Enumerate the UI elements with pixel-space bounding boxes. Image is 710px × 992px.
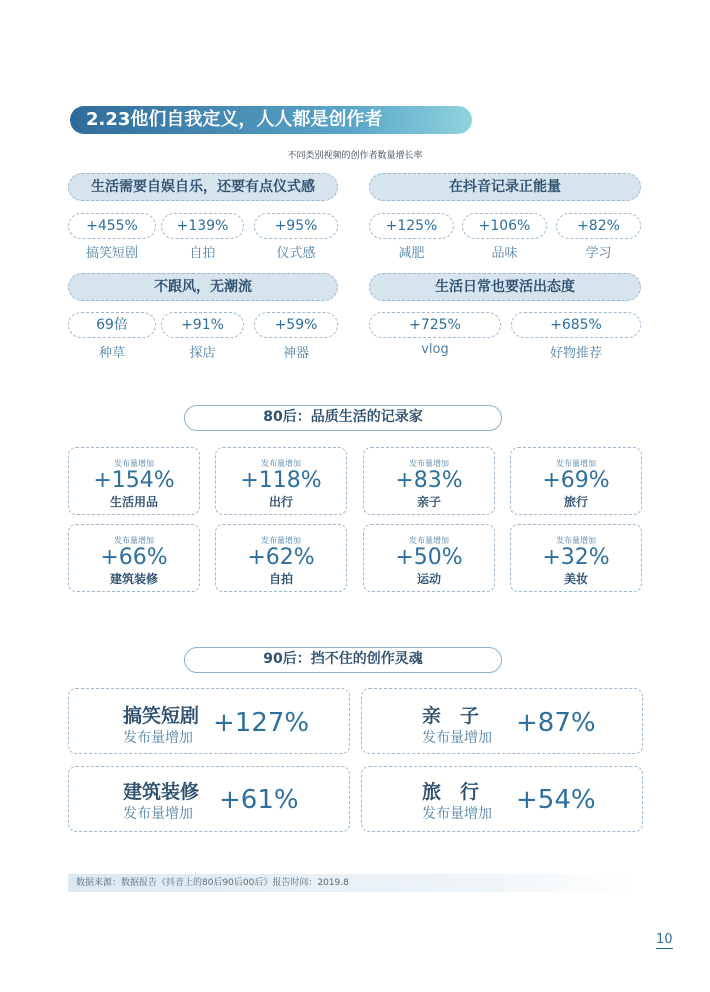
stat-value: +455% — [68, 213, 156, 239]
card-label: 旅行 — [563, 495, 588, 509]
card-value: +66% — [100, 545, 168, 570]
stat-card — [68, 524, 200, 592]
stat-card — [510, 447, 642, 515]
quadrant-header: 不跟风，无潮流 — [68, 273, 338, 301]
card-sub: 发布量增加 — [556, 459, 596, 468]
section-title: 2.23他们自我定义，人人都是创作者 — [70, 106, 472, 134]
card-label: 美妆 — [563, 572, 588, 586]
card-label: 自拍 — [268, 572, 293, 586]
big-card-value: +127% — [213, 708, 310, 738]
big-card-sub: 发布量增加 — [123, 730, 193, 746]
stat-value: +106% — [462, 213, 547, 239]
card-value: +50% — [395, 545, 463, 570]
big-card-sub: 发布量增加 — [422, 806, 492, 822]
big-stat-card — [361, 766, 643, 832]
stat-label: 神器 — [282, 346, 309, 361]
quadrant-header: 生活日常也要活出态度 — [369, 273, 641, 301]
stat-card — [363, 524, 495, 592]
data-source: 数据来源：数据报告《抖音上的80后90后00后》报告时间：2019.8 — [68, 874, 634, 892]
stat-label: 搞笑短剧 — [85, 246, 138, 261]
stat-label: 自拍 — [189, 246, 216, 261]
stat-value: +91% — [161, 312, 244, 338]
stat-value: +125% — [369, 213, 454, 239]
stat-label: 种草 — [98, 346, 125, 361]
card-sub: 发布量增加 — [409, 536, 449, 545]
quadrant-header: 生活需要自娱自乐，还要有点仪式感 — [68, 173, 338, 201]
big-card-sub: 发布量增加 — [422, 730, 492, 746]
stat-value: +685% — [511, 312, 641, 338]
big-card-name: 旅 行 — [422, 781, 480, 803]
group90-title: 90后：挡不住的创作灵魂 — [184, 647, 502, 673]
stat-value: +82% — [556, 213, 641, 239]
stat-label: 品味 — [491, 246, 518, 261]
card-sub: 发布量增加 — [409, 459, 449, 468]
stat-value: +95% — [254, 213, 338, 239]
card-label: 运动 — [416, 572, 441, 586]
big-card-name: 建筑装修 — [123, 781, 200, 803]
card-label: 出行 — [268, 495, 293, 509]
stat-card — [215, 447, 347, 515]
big-card-value: +54% — [516, 785, 596, 815]
stat-label: 好物推荐 — [549, 346, 602, 361]
stat-card — [68, 447, 200, 515]
stat-card — [510, 524, 642, 592]
stat-label: 学习 — [585, 246, 612, 261]
big-stat-card — [361, 688, 643, 754]
page-number: 10 — [656, 932, 673, 947]
group80-title: 80后：品质生活的记录家 — [184, 405, 502, 431]
card-value: +154% — [93, 468, 175, 493]
stat-value: +139% — [161, 213, 244, 239]
stat-label: 减肥 — [398, 246, 425, 261]
big-card-name: 亲 子 — [422, 705, 480, 727]
big-card-sub: 发布量增加 — [123, 806, 193, 822]
big-stat-card — [68, 766, 350, 832]
card-value: +69% — [542, 468, 610, 493]
card-sub: 发布量增加 — [114, 459, 154, 468]
subtitle: 不同类别视频的创作者数量增长率 — [287, 151, 423, 161]
card-sub: 发布量增加 — [261, 459, 301, 468]
card-label: 生活用品 — [109, 495, 158, 509]
card-value: +32% — [542, 545, 610, 570]
card-value: +83% — [395, 468, 463, 493]
card-value: +62% — [247, 545, 315, 570]
big-card-name: 搞笑短剧 — [123, 705, 200, 727]
quadrant-header: 在抖音记录正能量 — [369, 173, 641, 201]
card-sub: 发布量增加 — [556, 536, 596, 545]
big-card-value: +87% — [516, 708, 596, 738]
card-sub: 发布量增加 — [114, 536, 154, 545]
stat-label: 探店 — [189, 346, 216, 361]
stat-card — [363, 447, 495, 515]
card-sub: 发布量增加 — [261, 536, 301, 545]
stat-card — [215, 524, 347, 592]
card-label: 亲子 — [416, 495, 441, 509]
card-label: 建筑装修 — [109, 572, 158, 586]
stat-value: +59% — [254, 312, 338, 338]
big-card-value: +61% — [219, 785, 299, 815]
stat-label: 仪式感 — [276, 246, 316, 261]
stat-label: vlog — [421, 342, 449, 357]
stat-value: +725% — [369, 312, 501, 338]
big-stat-card — [68, 688, 350, 754]
card-value: +118% — [240, 468, 322, 493]
stat-value: 69倍 — [68, 312, 156, 338]
